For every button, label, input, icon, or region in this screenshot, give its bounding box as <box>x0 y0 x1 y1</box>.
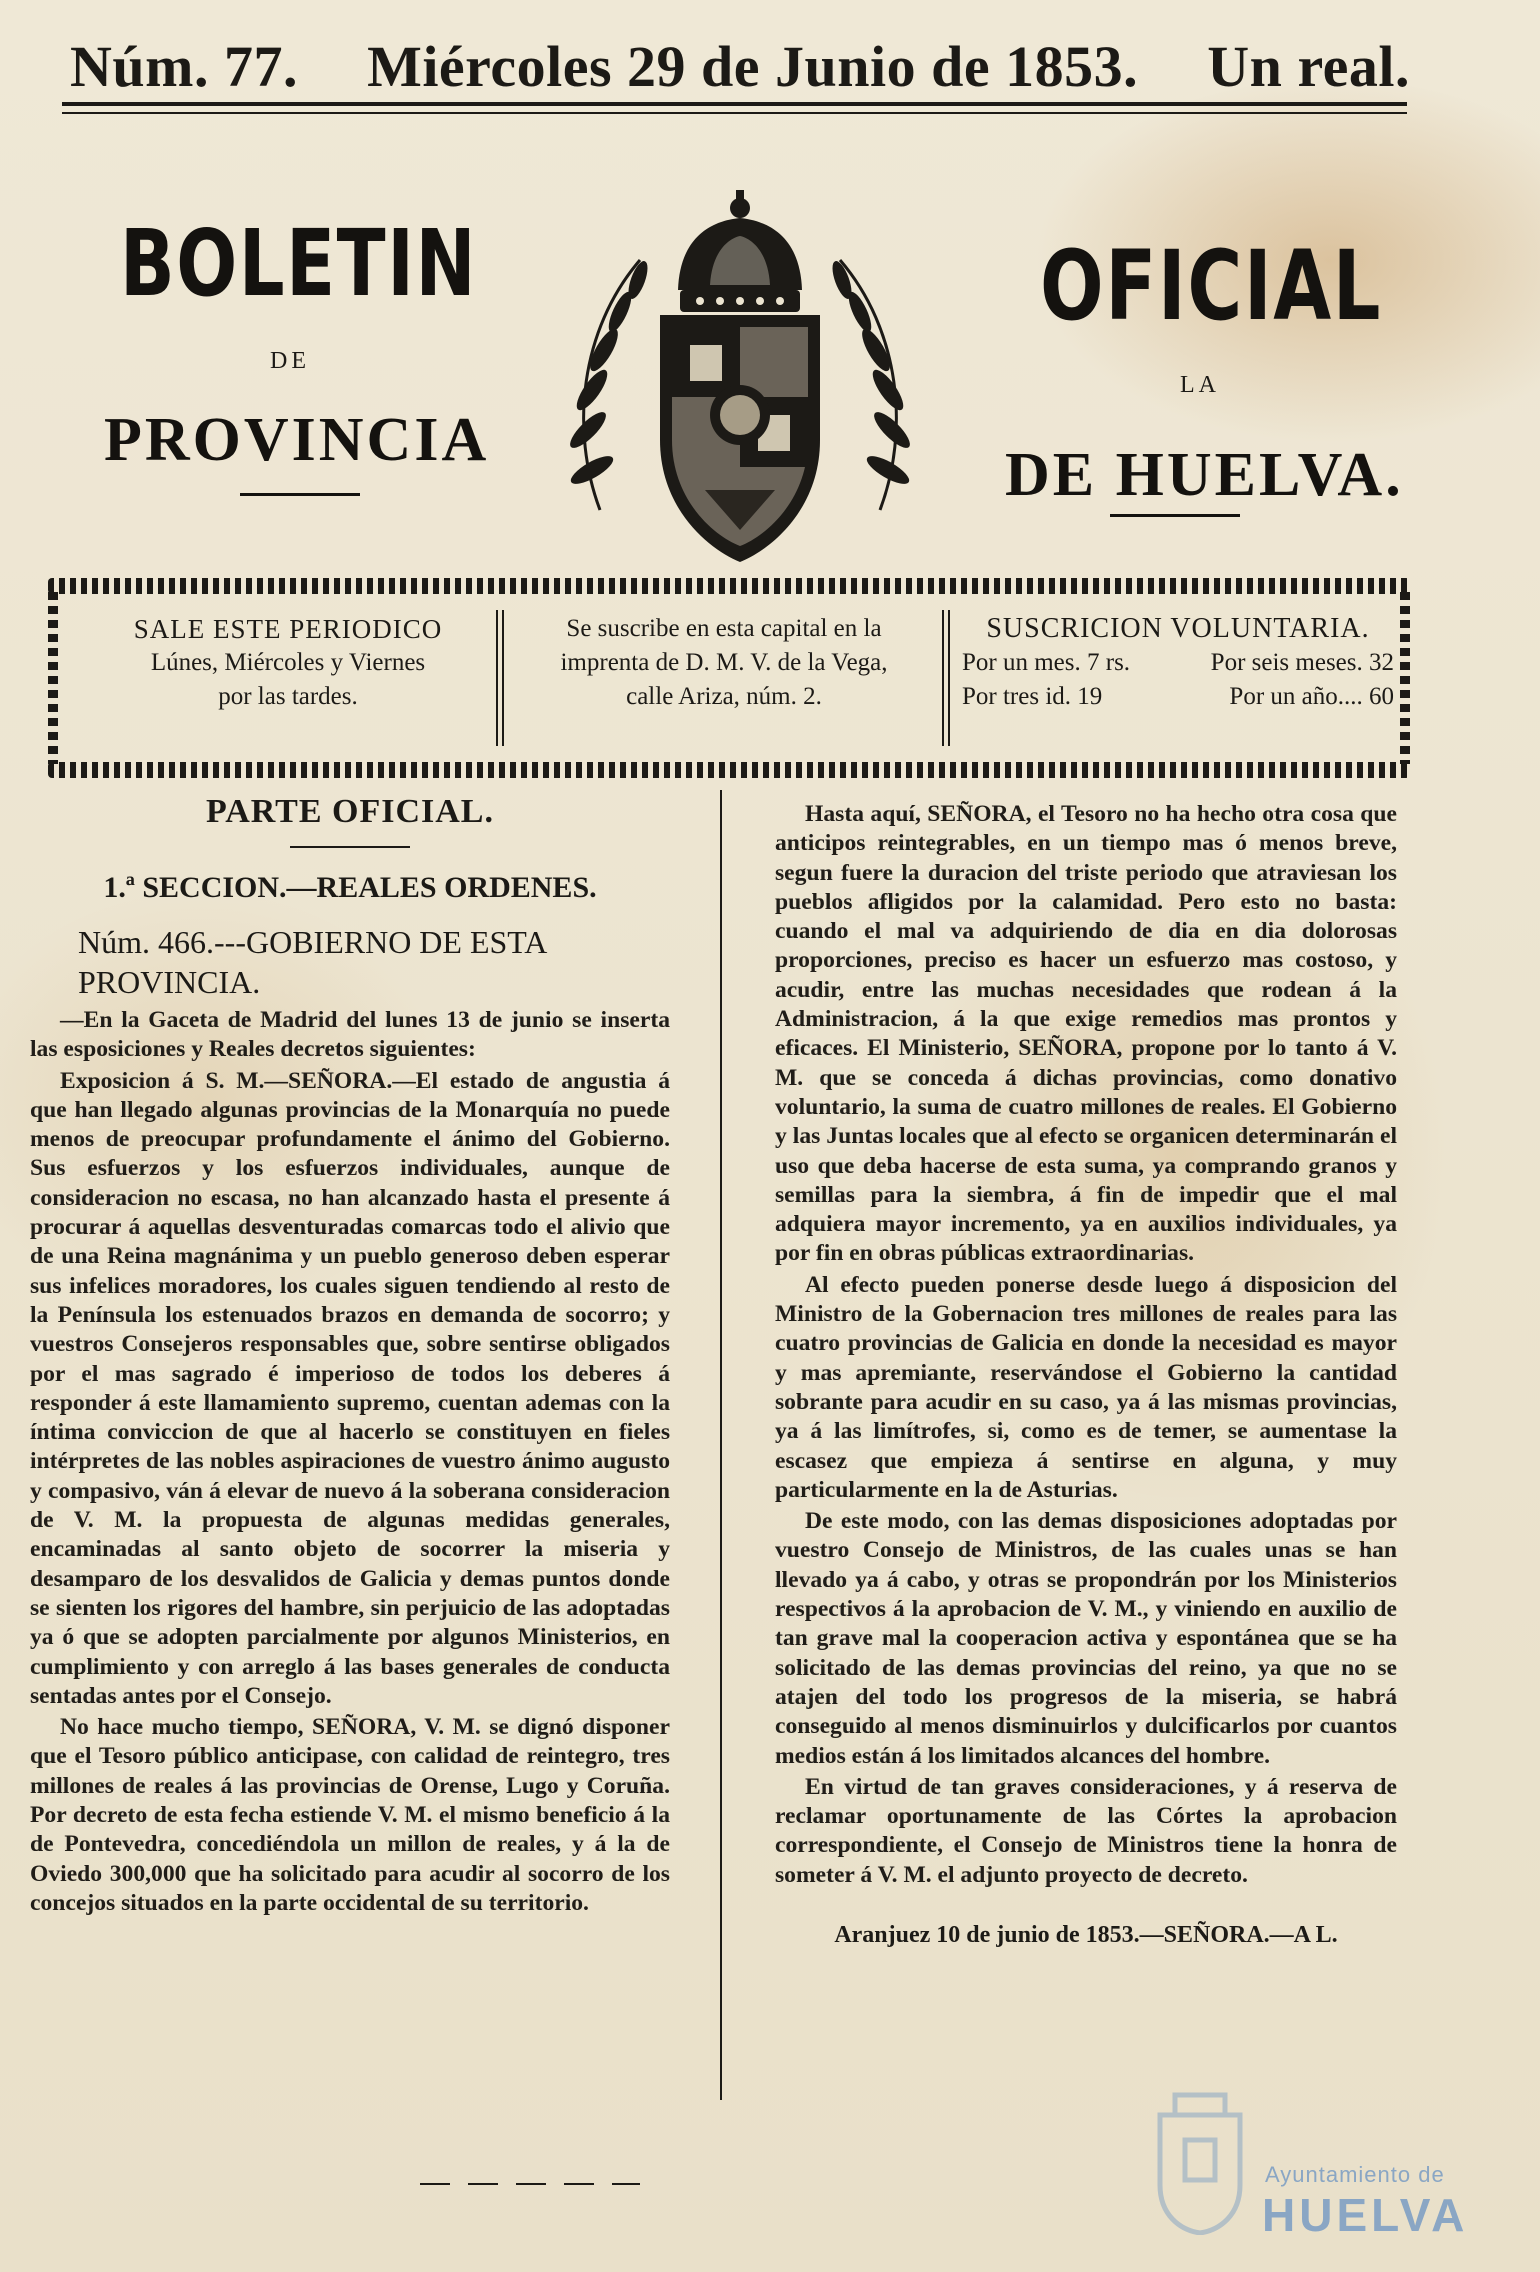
price-row <box>958 646 1398 680</box>
subsection-title: 1.ª SECCION.—REALES ORDENES. <box>103 871 597 904</box>
signature-line: Aranjuez 10 de junio de 1853.—SEÑORA.—A L. <box>834 1921 1338 1948</box>
section-title: PARTE OFICIAL. <box>206 793 494 830</box>
order-number-heading: Núm. 466.---GOBIERNO DE ESTA PROVINCIA. <box>78 924 546 1000</box>
masthead-de: DE <box>270 348 310 374</box>
price-month: Por un mes. 7 rs. <box>962 649 1131 676</box>
publication-schedule <box>88 612 488 714</box>
header-rule-thin <box>62 112 1407 114</box>
schedule-heading: SALE ESTE PERIODICO <box>133 614 443 644</box>
watermark-line1: Ayuntamiento de <box>1265 2162 1445 2187</box>
paragraph: Exposicion á S. M.—SEÑORA.—El estado de angustia á que han llegado algunas provincias de la Monarquía no puede menos de preocupar profundamente el ánimo del Gobierno. Sus esfuerzos y los esfuerzos individuales, aunque de consideracion no escasa, no han alcanzado hasta el presente á procurar á aquellas desventuradas comarcas todo el alivio que de una Reina magnánima y un pueblo generoso deben esperar sus infelices moradores, los cuales siguen tendiendo al resto de la Península los estenuados brazos en demanda de socorro; y vuestros Consejeros responsables que, sobre sentirse obligados por el mas sagrado é imperioso de todos los deberes á responder á este llamamiento supremo, cuentan ademas con la íntima conviccion de que al hacerlo se constituyen en fieles intérpretes de las nobles aspiraciones de vuestro ánimo augusto y compasivo, ván á elevar de nuevo á la soberana consideracion de V. M. la propuesta de algunas medidas generales, encaminadas al santo objeto de socorrer la miseria y desamparo de los desvalidos de Galicia y demas puntos donde se sienten los rigores del hambre, sin perjuicio de las adoptadas ya ó que se adopten parcialmente por algunos Ministerios, en cumplimiento y con arreglo á las bases generales de conducta sentadas antes por el Consejo. <box>30 1067 670 1709</box>
schedule-days: Lúnes, Miércoles y Viernes <box>150 649 426 676</box>
prices-heading: SUSCRICION VOLUNTARIA. <box>986 613 1370 644</box>
intro-paragraph: —En la Gaceta de Madrid del lunes 13 de junio se inserta las esposiciones y Reales decretos siguientes: <box>30 1007 670 1063</box>
paragraph: En virtud de tan graves consideraciones, y á reserva de reclamar oportunamente de las Córtes la aprobacion correspondiente, el Consejo de Ministros tiene la honra de someter á V. M. el adjunto proyecto de decreto. <box>775 1773 1397 1888</box>
address-line: imprenta de D. M. V. de la Vega, <box>560 649 888 676</box>
band-separator <box>942 610 950 746</box>
end-rule <box>420 2183 640 2185</box>
price-six-months: Por seis meses. 32 <box>1210 649 1394 676</box>
left-column <box>30 790 670 1918</box>
paragraph: No hace mucho tiempo, SEÑORA, V. M. se dignó disponer que el Tesoro público anticipase, con calidad de reintegro, tres millones de reales á las provincias de Orense, Lugo y Coruña. Por decreto de esta fecha estiende V. M. el mismo beneficio á la de Pontevedra, concediéndola un millon de reales, y á la de Oviedo 300,000 que ha solicitado para acudir al socorro de los concejos situados en la parte occidental de su territorio. <box>30 1714 670 1916</box>
masthead-de-huelva: DE HUELVA. <box>1005 441 1404 509</box>
masthead-la: LA <box>1180 372 1220 398</box>
price-three-months: Por tres id. 19 <box>962 683 1103 710</box>
column-divider <box>720 790 722 2100</box>
watermark-line2: HUELVA <box>1262 2189 1469 2241</box>
band-border-bottom <box>48 762 1410 778</box>
right-column <box>775 800 1397 1950</box>
paragraph: Hasta aquí, SEÑORA, el Tesoro no ha hecho otra cosa que anticipos reintegrables, en un tiempo mas ó menos breve, segun fuere la duracion del triste periodo que atraviesan los pueblos afligidos por la calamidad. Pero esto no basta: cuando el mal va adquiriendo de dia en dia dolorosas proporciones, preciso es hacer un esfuerzo mas costoso, y acudir, entre las muchas necesidades que rodean á la Administracion, á la que exige remedios mas prontos y eficaces. El Ministerio, SEÑORA, propone por lo tanto á V. M. que se conceda á dichas provincias, como donativo voluntario, la suma de cuatro millones de reales. El Gobierno y las Juntas locales que al efecto se organicen determinarán el uso que deba hacerse de esta suma, ya comprando granos y semillas para la siembra, á fin de impedir que el mal adquiera mayor incremento, ya en auxilios individuales, ya por fin en obras públicas extraordinarias. <box>775 801 1397 1267</box>
flourish-right <box>1110 514 1240 517</box>
masthead-oficial: OFICIAL <box>1040 230 1383 342</box>
band-border-top <box>48 578 1410 594</box>
issue-price: Un real. <box>1207 34 1410 99</box>
issue-date: Miércoles 29 de Junio de 1853. <box>367 34 1139 99</box>
section-rule <box>290 846 410 848</box>
masthead-provincia: PROVINCIA <box>104 406 490 474</box>
issue-header <box>70 30 1410 100</box>
paragraph: Al efecto pueden ponerse desde luego á disposicion del Ministro de la Gobernacion tres millones de reales para las cuatro provincias de Galicia en donde la necesidad es mayor y mas apremiante, reservándose el Gobierno la cantidad sobrante para acudir en su caso, ya á las mismas provincias, ya á las limítrofes, si, como es de temer, se aumentase la escasez que empieza á sentirse en alguna, y muy particularmente en la de Asturias. <box>775 1271 1397 1503</box>
subscription-band <box>48 578 1410 778</box>
issue-number: Núm. 77. <box>70 34 298 99</box>
price-row <box>958 680 1398 714</box>
band-border-left <box>48 592 58 764</box>
band-border-right <box>1400 592 1410 764</box>
paragraph: De este modo, con las demas disposiciones adoptadas por vuestro Consejo de Ministros, de las cuales unas se han llevado ya á cabo, y otras se propondrán por los Ministerios respectivos á la aprobacion de V. M., y viniendo en auxilio de tan grave mal la cooperacion activa y espontánea que se ha solicitado de las demas provincias del reino, ya que no se atajen del todo los progresos de la miseria, se habrá conseguido al menos disminuirlos y dulcificarlos por cuantos medios están á los limitados alcances del hombre. <box>775 1508 1397 1769</box>
subscription-prices <box>958 612 1398 714</box>
masthead-boletin: BOLETIN <box>120 210 478 317</box>
subscription-address <box>514 612 934 714</box>
header-rule <box>62 102 1407 106</box>
flourish-left <box>240 493 360 496</box>
royal-crest-icon <box>530 190 950 590</box>
schedule-time: por las tardes. <box>218 683 358 710</box>
address-line: calle Ariza, núm. 2. <box>626 683 822 710</box>
address-line: Se suscribe en esta capital en la <box>566 615 882 642</box>
price-year: Por un año.... 60 <box>1229 683 1394 710</box>
band-separator <box>496 610 504 746</box>
